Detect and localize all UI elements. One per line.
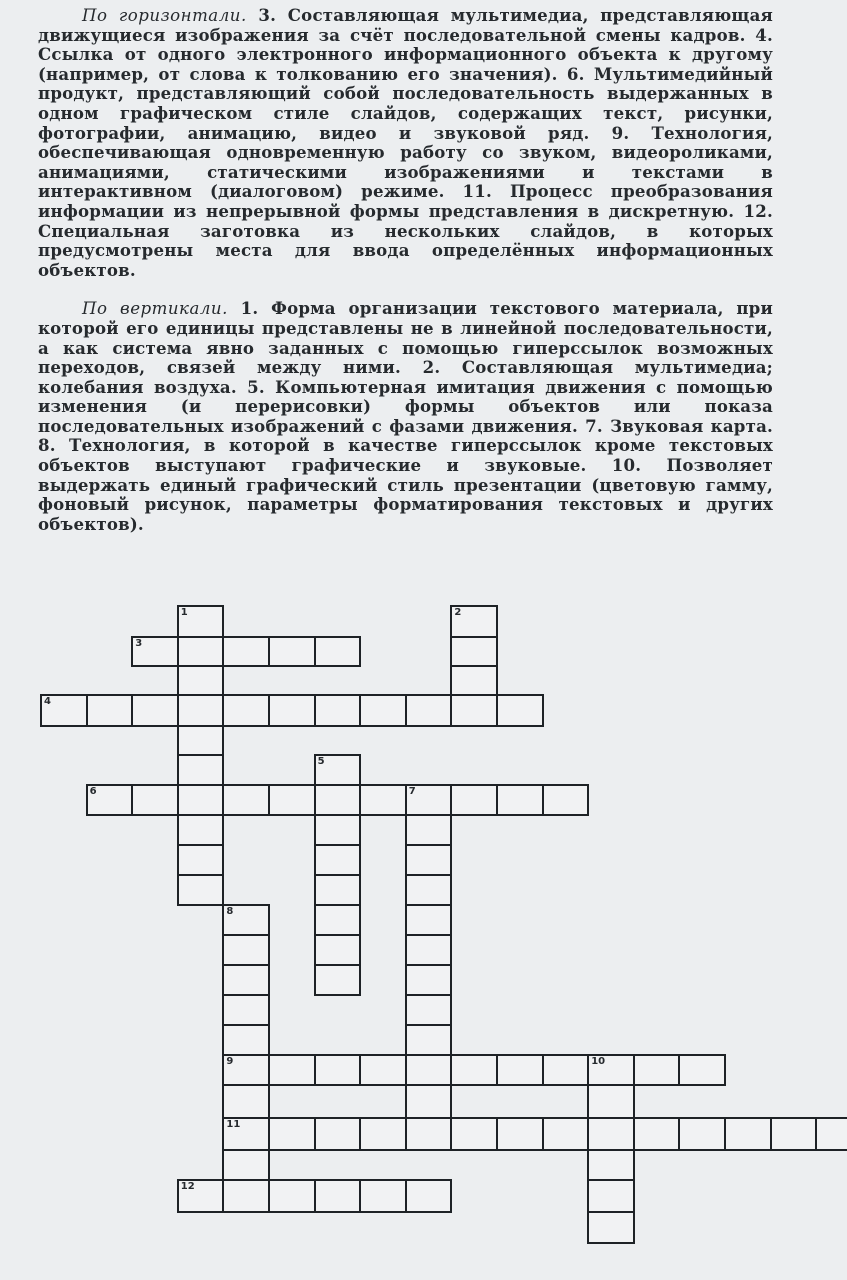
crossword-cell[interactable] bbox=[314, 636, 362, 667]
crossword-cell[interactable] bbox=[177, 844, 225, 876]
crossword-cell[interactable] bbox=[587, 1117, 635, 1151]
clue-number-label: 4 bbox=[44, 696, 51, 707]
crossword-cell[interactable] bbox=[587, 1149, 635, 1181]
crossword-cell[interactable] bbox=[314, 964, 362, 996]
crossword-cell[interactable] bbox=[222, 784, 270, 816]
crossword-cell[interactable] bbox=[86, 784, 134, 816]
crossword-cell[interactable] bbox=[678, 1054, 726, 1086]
crossword-cell[interactable] bbox=[222, 1024, 270, 1056]
crossword-cell[interactable] bbox=[222, 1149, 270, 1181]
crossword-cell[interactable] bbox=[268, 784, 316, 816]
clue-number-label: 9 bbox=[226, 1056, 234, 1067]
crossword-cell[interactable] bbox=[405, 934, 453, 966]
crossword-cell[interactable] bbox=[678, 1117, 726, 1151]
crossword-cell[interactable] bbox=[268, 636, 316, 667]
crossword-cell[interactable] bbox=[542, 784, 590, 816]
crossword-cell[interactable] bbox=[222, 694, 270, 727]
crossword-cell[interactable] bbox=[405, 964, 453, 996]
crossword-cell[interactable] bbox=[587, 1211, 635, 1244]
crossword-cell[interactable] bbox=[314, 904, 362, 936]
crossword-cell[interactable] bbox=[222, 904, 270, 936]
crossword-cell[interactable] bbox=[314, 694, 362, 727]
crossword-cell[interactable] bbox=[222, 1179, 270, 1213]
crossword-cell[interactable] bbox=[496, 694, 544, 727]
crossword-cell[interactable] bbox=[405, 1054, 453, 1086]
crossword-cell[interactable] bbox=[268, 1179, 316, 1213]
crossword-cell[interactable] bbox=[177, 814, 225, 846]
crossword-cell[interactable] bbox=[177, 874, 225, 906]
crossword-cell[interactable] bbox=[770, 1117, 818, 1151]
vertical-heading: По вертикали. bbox=[82, 299, 228, 319]
clue-number-label: 7 bbox=[408, 786, 416, 797]
crossword-cell[interactable] bbox=[496, 1117, 544, 1151]
crossword-cell[interactable] bbox=[314, 934, 362, 966]
crossword-cell[interactable] bbox=[314, 754, 362, 786]
clue-number-label: 11 bbox=[226, 1119, 241, 1130]
crossword-cell[interactable] bbox=[314, 784, 362, 816]
crossword-cell[interactable] bbox=[496, 784, 544, 816]
crossword-cell[interactable] bbox=[359, 1054, 407, 1086]
crossword-cell[interactable] bbox=[314, 814, 362, 846]
crossword-cell[interactable] bbox=[542, 1054, 590, 1086]
crossword-cell[interactable] bbox=[450, 784, 498, 816]
crossword-cell[interactable] bbox=[405, 814, 453, 846]
crossword-cell[interactable] bbox=[633, 1054, 681, 1086]
clue-number-label: 2 bbox=[454, 607, 462, 618]
crossword-cell[interactable] bbox=[86, 694, 134, 727]
crossword-cell[interactable] bbox=[359, 784, 407, 816]
clue-number-label: 6 bbox=[89, 786, 97, 797]
crossword-cell[interactable] bbox=[268, 694, 316, 727]
crossword-cell[interactable] bbox=[405, 694, 453, 727]
clue-number-label: 8 bbox=[226, 906, 234, 917]
crossword-cell[interactable] bbox=[222, 994, 270, 1026]
crossword-cell[interactable] bbox=[314, 1117, 362, 1151]
crossword-cell[interactable] bbox=[131, 784, 179, 816]
crossword-cell[interactable] bbox=[222, 1117, 270, 1151]
crossword-cell[interactable] bbox=[450, 1117, 498, 1151]
crossword-cell[interactable] bbox=[177, 754, 225, 786]
crossword-cell[interactable] bbox=[405, 844, 453, 876]
crossword-cell[interactable] bbox=[496, 1054, 544, 1086]
crossword-cell[interactable] bbox=[587, 1084, 635, 1119]
crossword-cell[interactable] bbox=[359, 1179, 407, 1213]
clue-number-label: 5 bbox=[317, 756, 325, 767]
crossword-cell[interactable] bbox=[177, 725, 225, 756]
crossword-cell[interactable] bbox=[405, 904, 453, 936]
crossword-cell[interactable] bbox=[405, 874, 453, 906]
crossword-cell[interactable] bbox=[222, 964, 270, 996]
crossword-cell[interactable] bbox=[177, 605, 225, 638]
crossword-cell[interactable] bbox=[405, 1024, 453, 1056]
horizontal-heading: По горизонтали. bbox=[82, 6, 247, 25]
crossword-cell[interactable] bbox=[222, 934, 270, 966]
crossword-cell[interactable] bbox=[222, 1084, 270, 1119]
crossword-cell[interactable] bbox=[633, 1117, 681, 1151]
crossword-cell[interactable] bbox=[177, 1179, 225, 1213]
crossword-cell[interactable] bbox=[405, 784, 453, 816]
crossword-cell[interactable] bbox=[815, 1117, 847, 1151]
crossword-cell[interactable] bbox=[314, 1179, 362, 1213]
crossword-cell[interactable] bbox=[177, 636, 225, 667]
crossword-cell[interactable] bbox=[359, 694, 407, 727]
clue-number-label: 3 bbox=[135, 638, 143, 649]
crossword-cell[interactable] bbox=[587, 1054, 635, 1086]
crossword-cell[interactable] bbox=[177, 784, 225, 816]
crossword-cell[interactable] bbox=[314, 1054, 362, 1086]
crossword-cell[interactable] bbox=[268, 1117, 316, 1151]
clue-number-label: 12 bbox=[180, 1181, 195, 1192]
crossword-cell[interactable] bbox=[587, 1179, 635, 1213]
crossword-cell[interactable] bbox=[450, 694, 498, 727]
crossword-cell[interactable] bbox=[450, 1054, 498, 1086]
crossword-cell[interactable] bbox=[222, 1054, 270, 1086]
crossword-cell[interactable] bbox=[542, 1117, 590, 1151]
crossword-cell[interactable] bbox=[40, 694, 88, 727]
crossword-cell[interactable] bbox=[405, 1117, 453, 1151]
clue-number-label: 10 bbox=[591, 1056, 606, 1067]
crossword-cell[interactable] bbox=[268, 1054, 316, 1086]
crossword-cell[interactable] bbox=[450, 665, 498, 696]
horizontal-clues-text: 3. Составляющая мультимедиа, представляющая движущиеся изображения за счёт последовательной смены кадров. 4. Ссылка от одного электронного информационного объекта к другому (например, от слова к толкованию его значения). 6. Мультимедийный продукт, представляющий собой последовательность выдержанных в одном графическом стиле слайдов, содержащих текст, рисунки, фотографии, анимацию, видео и звуковой ряд. 9. Технология, обеспечивающая одновременную работу со звуком, видеороликами, анимациями, статическими изображениями и текстами в интерактивном (диалоговом) режиме. 11. Процесс преобразования информации из непрерывной формы представления в дискретную. 12. Специальная заготовка из нескольких слайдов, в которых предусмотрены места для ввода определённых информационных объектов. bbox=[38, 5, 773, 280]
crossword-cell[interactable] bbox=[405, 1084, 453, 1119]
crossword-cell[interactable] bbox=[177, 694, 225, 727]
crossword-cell[interactable] bbox=[131, 694, 179, 727]
crossword-cell[interactable] bbox=[131, 636, 179, 667]
crossword-cell[interactable] bbox=[314, 874, 362, 906]
crossword-cell[interactable] bbox=[314, 844, 362, 876]
crossword-cell[interactable] bbox=[359, 1117, 407, 1151]
crossword-cell[interactable] bbox=[405, 1179, 453, 1213]
crossword-cell[interactable] bbox=[450, 636, 498, 667]
crossword-cell[interactable] bbox=[222, 636, 270, 667]
crossword-cell[interactable] bbox=[405, 994, 453, 1026]
crossword-cell[interactable] bbox=[177, 665, 225, 696]
clue-number-label: 1 bbox=[180, 607, 188, 618]
vertical-clues-text: 1. Форма организации текстового материала, при которой его единицы представлены не в линейной последовательности, а как система явно заданных с помощью гиперссылок возможных переходов, связей между ними. 2. Составляющая мультимедиа; колебания воздуха. 5. Компьютерная имитация движения с помощью изменения (и перерисовки) формы объектов или показа последовательных изображений с фазами движения. 7. Звуковая карта. 8. Технология, в которой в качестве гиперссылок кроме текстовых объектов выступают графические и звуковые. 10. Позволяет выдержать единый графический стиль презентации (цветовую гамму, фоновый рисунок, параметры форматирования текстовых и других объектов). bbox=[38, 298, 773, 534]
crossword-cell[interactable] bbox=[450, 605, 498, 638]
crossword-cell[interactable] bbox=[724, 1117, 772, 1151]
